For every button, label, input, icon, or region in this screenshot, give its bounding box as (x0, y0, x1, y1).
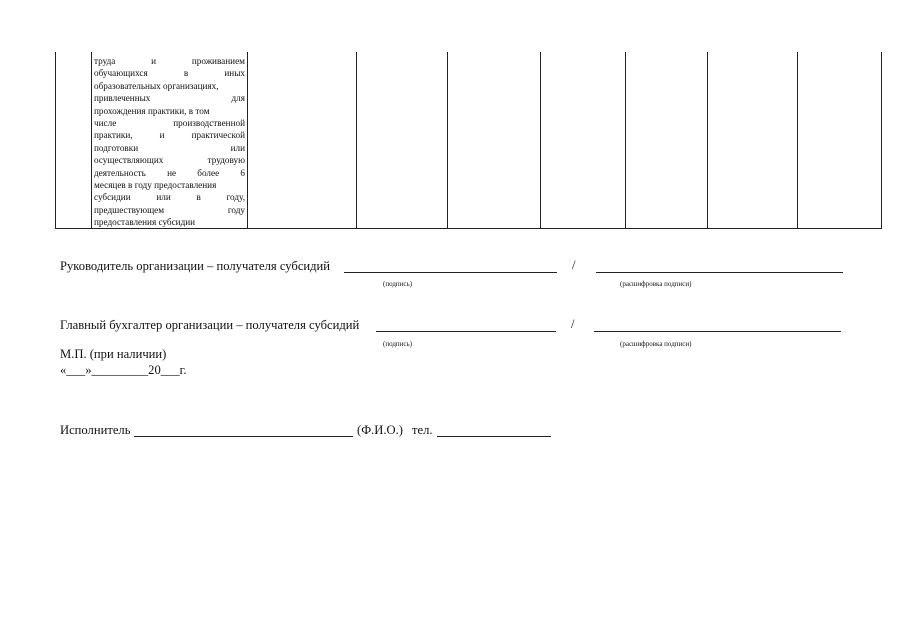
cell-word: и (159, 130, 165, 141)
cell-word: числе (94, 118, 117, 129)
phone-line[interactable] (437, 436, 551, 437)
table-col-border-5 (540, 52, 541, 229)
cell-word: производственной (173, 118, 245, 129)
cell-word: предоставления субсидии (94, 217, 196, 228)
table-col-border-0 (55, 52, 56, 229)
accountant-decoding-line[interactable] (594, 331, 841, 332)
cell-line (94, 105, 245, 117)
cell-line (94, 129, 245, 141)
head-signature-line[interactable] (344, 272, 557, 273)
cell-word: прохождения практики, в том (94, 105, 210, 116)
cell-word: иных (224, 68, 245, 79)
accountant-slash: / (571, 317, 575, 331)
head-decoding-line[interactable] (596, 272, 843, 273)
cell-word: субсидии (94, 192, 131, 203)
cell-word: году (227, 204, 245, 215)
cell-word: привлеченных (94, 93, 151, 104)
cell-word: месяцев в году предоставления (94, 180, 217, 191)
table-col-border-7 (707, 52, 708, 229)
cell-word: осуществляющих (94, 155, 164, 166)
cell-word: для (231, 93, 245, 104)
cell-word: и (151, 56, 157, 66)
cell-word: предшествующем (94, 204, 165, 215)
accountant-signature-hint: (подпись) (383, 340, 413, 348)
cell-word: более (197, 167, 220, 178)
cell-word: практической (191, 130, 245, 141)
table-col-border-8 (797, 52, 798, 229)
cell-word: труда (94, 56, 116, 66)
cell-line (94, 216, 245, 228)
cell-line (94, 142, 245, 154)
table-col-border-2 (247, 52, 248, 229)
cell-word: обучающихся (94, 68, 148, 79)
head-signature-hint: (подпись) (383, 280, 413, 288)
cell-word: не (167, 167, 177, 178)
cell-line (94, 80, 245, 92)
cell-word: или (156, 192, 171, 203)
cell-line (94, 92, 245, 104)
accountant-decoding-hint: (расшифровка подписи) (620, 340, 692, 348)
cell-word: деятельность (94, 167, 146, 178)
cell-line (94, 117, 245, 129)
cell-line (94, 204, 245, 216)
executor-label: Исполнитель (60, 423, 131, 437)
accountant-signature-line[interactable] (376, 331, 556, 332)
fio-label: (Ф.И.О.) (357, 423, 403, 437)
date-line[interactable]: «___»_________20___г. (60, 363, 187, 377)
executor-name-line[interactable] (134, 436, 353, 437)
head-slash: / (572, 258, 576, 272)
cell-word: году, (226, 192, 245, 203)
cell-word: подготовки (94, 142, 139, 153)
stamp-label: М.П. (при наличии) (60, 347, 167, 361)
cell-word: трудовую (207, 155, 245, 166)
head-label: Руководитель организации – получателя субсидий (60, 259, 331, 273)
cell-line (94, 55, 245, 67)
table-col-border-9 (881, 52, 882, 229)
table-col-border-4 (447, 52, 448, 229)
cell-word: или (230, 142, 245, 153)
chief-accountant-label: Главный бухгалтер организации – получателя субсидий (60, 318, 360, 332)
table-col-border-3 (356, 52, 357, 229)
head-decoding-hint: (расшифровка подписи) (620, 280, 692, 288)
cell-line (94, 191, 245, 203)
cell-line (94, 67, 245, 79)
cell-word: проживанием (191, 56, 245, 66)
cell-word: образовательных организациях, (94, 80, 219, 91)
cell-word: практики, (94, 130, 133, 141)
cell-word: в (196, 192, 201, 203)
cell-word: в (183, 68, 189, 79)
table-col-border-1 (91, 52, 92, 229)
phone-label: тел. (412, 423, 433, 437)
cell-line (94, 179, 245, 191)
cell-word: 6 (240, 167, 245, 178)
cell-line (94, 154, 245, 166)
table-col-border-6 (625, 52, 626, 229)
cell-line (94, 167, 245, 179)
indicator-description-cell (94, 55, 245, 229)
